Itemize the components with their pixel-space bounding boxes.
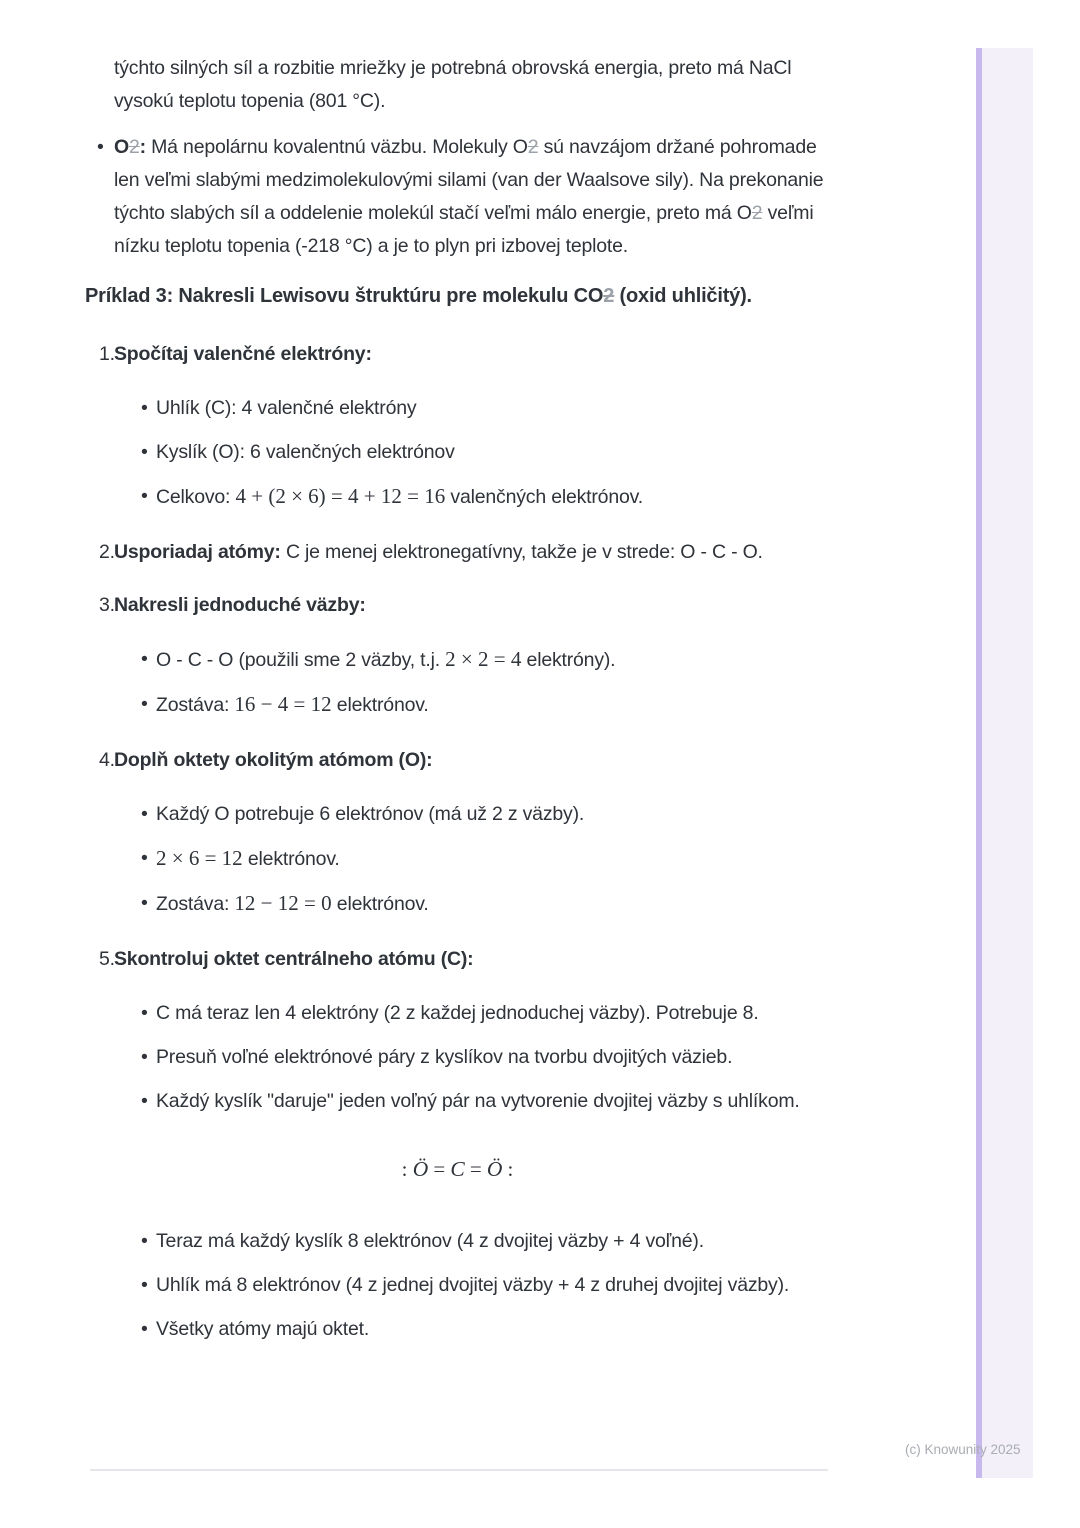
text-segment: O - C - O (použili sme 2 väzby, t.j. [156, 649, 446, 671]
text-segment: Každý kyslík "daruje" jeden voľný pár na vytvorenie dvojitej väzby s uhlíkom. [156, 1090, 800, 1112]
text-segment: Usporiadaj atómy: [114, 541, 281, 563]
bullet-icon: • [141, 441, 148, 463]
step-number: 2. [99, 541, 115, 563]
text-segment: Celkovo: [156, 486, 236, 508]
bullet-icon: • [141, 1002, 148, 1024]
sub-bullet-item [0, 1269, 1080, 1302]
text-segment: Zostáva: [156, 694, 235, 716]
text-segment: 2 × 6 = 12 [156, 846, 243, 870]
numbered-step-text [114, 343, 372, 365]
text-segment: Má nepolárnu kovalentnú väzbu. Molekuly O [145, 136, 528, 158]
bullet-icon: • [141, 1318, 148, 1340]
sub-bullet-item [0, 1085, 1080, 1118]
text-segment: C [450, 1157, 465, 1181]
text-segment: : [139, 136, 146, 158]
text-segment: elektrónov. [331, 893, 429, 915]
sub-bullet-item-text [156, 441, 455, 463]
sub-bullet-item-text [156, 1046, 732, 1068]
numbered-step [0, 338, 1080, 371]
numbered-step [0, 589, 1080, 622]
numbered-step-text [114, 594, 366, 616]
bullet-icon: • [141, 693, 148, 715]
step-number: 3. [99, 594, 115, 616]
text-segment: = [464, 1157, 487, 1181]
bullet-icon: • [141, 397, 148, 419]
text-segment: 12 − 12 = 0 [234, 891, 332, 915]
text-segment: C má teraz len 4 elektróny (2 z každej jednoduchej väzby). Potrebuje 8. [156, 1002, 759, 1024]
lewis-structure-formula [85, 1153, 830, 1186]
text-segment: elektrónov. [242, 848, 340, 870]
step-number: 4. [99, 749, 115, 771]
text-segment: 2 × 2 = 4 [445, 647, 522, 671]
text-segment: Teraz má každý kyslík 8 elektrónov (4 z dvojitej väzby + 4 voľné). [156, 1230, 704, 1252]
text-segment: 2 [603, 285, 615, 307]
sub-bullet-item-text [156, 1090, 800, 1112]
text-segment: Všetky atómy majú oktet. [156, 1318, 370, 1340]
text-segment: Skontroluj oktet centrálneho atómu (C): [114, 948, 474, 970]
text-segment: 2 [527, 136, 539, 158]
text-segment: Nakresli jednoduché väzby: [114, 594, 366, 616]
text-segment: 4 + (2 × 6) = 4 + 12 = 16 [235, 484, 446, 508]
text-segment: 16 − 4 = 12 [234, 692, 332, 716]
numbered-step-text [114, 749, 432, 771]
text-segment: = [428, 1157, 451, 1181]
text-segment: Doplň oktety okolitým atómom (O): [114, 749, 433, 771]
step-number: 1. [99, 343, 115, 365]
bullet-icon: • [141, 1046, 148, 1068]
text-segment: veľmi nízku teplotu topenia (-218 °C) a je to plyn pri izbovej teplote. [114, 202, 814, 257]
sub-bullet-item-text [156, 848, 340, 870]
text-segment: týchto silných síl a rozbitie mriežky je potrebná obrovská energia, preto má NaCl vysokú teplotu topenia (801 °C). [114, 57, 792, 112]
section-heading [0, 280, 1080, 313]
sub-bullet-item [0, 688, 1080, 722]
sub-bullet-item [0, 1225, 1080, 1258]
bullet-icon: • [141, 485, 148, 507]
text-segment: O [114, 136, 129, 158]
text-segment: Príklad 3: Nakresli Lewisovu štruktúru pre molekulu CO [85, 285, 604, 307]
text-segment: sú navzájom držané pohromade len veľmi slabými medzimolekulovými silami (van der Waalsove sily). Na prekonanie týchto slabých síl a oddelenie molekúl stačí veľmi málo energie, preto má O [114, 136, 824, 224]
sub-bullet-item-text [156, 893, 429, 915]
bullet-icon: • [97, 136, 104, 158]
sub-bullet-item [0, 392, 1080, 425]
sub-bullet-item-text [156, 694, 429, 716]
bullet-icon: • [141, 648, 148, 670]
numbered-step-text [114, 541, 763, 563]
sub-bullet-item-text [156, 1002, 759, 1024]
bullet-item-text [114, 136, 823, 257]
numbered-step [0, 744, 1080, 777]
text-segment: elektrónov. [331, 694, 429, 716]
text-segment: Ö [486, 1157, 503, 1181]
sub-bullet-item-text [156, 649, 615, 671]
text-segment: valenčných elektrónov. [445, 486, 643, 508]
sub-bullet-item [0, 798, 1080, 831]
sub-bullet-item [0, 887, 1080, 921]
sub-bullet-item-text [156, 1230, 704, 1252]
text-segment: Uhlík má 8 elektrónov (4 z jednej dvojitej väzby + 4 z druhej dvojitej väzby). [156, 1274, 790, 1296]
text-segment: elektróny). [521, 649, 616, 671]
text-segment: 2 [751, 202, 763, 224]
lewis-structure-formula-text [402, 1157, 514, 1181]
numbered-step [0, 943, 1080, 976]
section-heading-text [85, 285, 752, 307]
document-blocks [0, 52, 1080, 1346]
sub-bullet-item [0, 1041, 1080, 1074]
paragraph-continuation [0, 52, 1080, 118]
bullet-icon: • [141, 1274, 148, 1296]
bullet-icon: • [141, 803, 148, 825]
text-segment: Kyslík (O): 6 valenčných elektrónov [156, 441, 455, 463]
sub-bullet-item-text [156, 486, 643, 508]
numbered-step-text [114, 948, 473, 970]
text-segment: Uhlík (C): 4 valenčné elektróny [156, 397, 417, 419]
sub-bullet-item [0, 997, 1080, 1030]
text-segment: Spočítaj valenčné elektróny: [114, 343, 372, 365]
sub-bullet-item [0, 1313, 1080, 1346]
text-segment: Každý O potrebuje 6 elektrónov (má už 2 z väzby). [156, 803, 585, 825]
sub-bullet-item-text [156, 1274, 789, 1296]
sub-bullet-item-text [156, 397, 416, 419]
copyright-watermark: (c) Knowunity 2025 [905, 1442, 1021, 1457]
text-segment: : [401, 1157, 413, 1181]
sub-bullet-item [0, 842, 1080, 876]
bullet-icon: • [141, 892, 148, 914]
bullet-icon: • [141, 847, 148, 869]
text-segment: Presuň voľné elektrónové páry z kyslíkov na tvorbu dvojitých väzieb. [156, 1046, 733, 1068]
sub-bullet-item-text [156, 803, 584, 825]
sub-bullet-item-text [156, 1318, 369, 1340]
text-segment: Zostáva: [156, 893, 235, 915]
sub-bullet-item [0, 436, 1080, 469]
numbered-step [0, 536, 1080, 569]
text-segment: Ö [412, 1157, 429, 1181]
sub-bullet-item [0, 643, 1080, 677]
paragraph-continuation-text [114, 57, 791, 112]
text-segment: (oxid uhličitý). [614, 285, 752, 307]
bullet-icon: • [141, 1230, 148, 1252]
step-number: 5. [99, 948, 115, 970]
text-segment: 2 [128, 136, 140, 158]
page-divider [90, 1469, 828, 1471]
text-segment: C je menej elektronegatívny, takže je v strede: O - C - O. [280, 541, 763, 563]
bullet-icon: • [141, 1090, 148, 1112]
bullet-item [0, 131, 1080, 263]
sub-bullet-item [0, 480, 1080, 514]
text-segment: : [502, 1157, 514, 1181]
